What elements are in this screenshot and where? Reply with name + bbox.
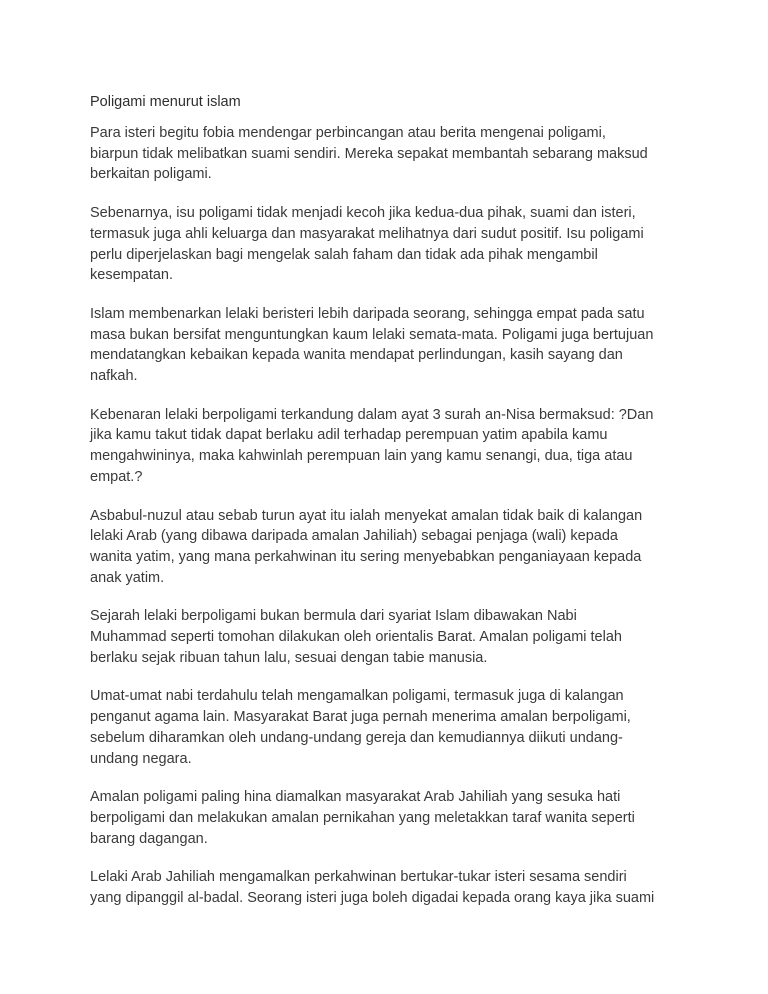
text-line: termasuk juga ahli keluarga dan masyarakat melihatnya dari sudut positif. Isu poligami bbox=[90, 225, 644, 242]
paragraph-8 bbox=[90, 787, 690, 849]
text-line: nafkah. bbox=[90, 368, 138, 385]
text-line: sebelum diharamkan oleh undang-undang gereja dan kemudiannya diikuti undang- bbox=[90, 729, 623, 746]
text-line: Lelaki Arab Jahiliah mengamalkan perkahwinan bertukar-tukar isteri sesama sendiri bbox=[90, 869, 627, 886]
text-line: berpoligami dan melakukan amalan pernikahan yang meletakkan taraf wanita seperti bbox=[90, 809, 635, 826]
text-line: Para isteri begitu fobia mendengar perbincangan atau berita mengenai poligami, bbox=[90, 125, 606, 141]
text-line: lelaki Arab (yang dibawa daripada amalan Jahiliah) sebagai penjaga (wali) kepada bbox=[90, 528, 618, 545]
text-line: anak yatim. bbox=[90, 569, 165, 586]
text-line: berkaitan poligami. bbox=[90, 166, 212, 183]
text-line: jika kamu takut tidak dapat berlaku adil terhadap perempuan yatim apabila kamu bbox=[90, 427, 608, 444]
paragraph-7 bbox=[90, 686, 690, 769]
text-line: empat.? bbox=[90, 468, 143, 485]
text-line: barang dagangan. bbox=[90, 830, 208, 847]
text-line: undang negara. bbox=[90, 750, 192, 767]
text-line: Sejarah lelaki berpoligami bukan bermula dari syariat Islam dibawakan Nabi bbox=[90, 608, 577, 625]
text-line: Amalan poligami paling hina diamalkan masyarakat Arab Jahiliah yang sesuka hati bbox=[90, 789, 621, 806]
text-line: Muhammad seperti tomohan dilakukan oleh orientalis Barat. Amalan poligami telah bbox=[90, 629, 622, 646]
text-line: kesempatan. bbox=[90, 267, 174, 284]
text-line: Islam membenarkan lelaki beristeri lebih daripada seorang, sehingga empat pada satu bbox=[90, 305, 645, 322]
paragraph-5 bbox=[90, 506, 690, 589]
text-line: Kebenaran lelaki berpoligami terkandung dalam ayat 3 surah an-Nisa bermaksud: ?Dan bbox=[90, 406, 654, 423]
text-line: berlaku sejak ribuan tahun lalu, sesuai dengan tabie manusia. bbox=[90, 649, 488, 666]
text-line: mendatangkan kebaikan kepada wanita mendapat perlindungan, kasih sayang dan bbox=[90, 347, 623, 364]
text-line: yang dipanggil al-badal. Seorang isteri juga boleh digadai kepada orang kaya jika suami bbox=[90, 890, 655, 907]
paragraph-3 bbox=[90, 304, 690, 387]
paragraph-2 bbox=[90, 203, 690, 286]
document-page bbox=[90, 92, 690, 927]
paragraph-9 bbox=[90, 867, 690, 908]
text-line: wanita yatim, yang mana perkahwinan itu sering menyebabkan penganiayaan kepada bbox=[90, 548, 642, 565]
text-line: Asbabul-nuzul atau sebab turun ayat itu ialah menyekat amalan tidak baik di kalangan bbox=[90, 507, 643, 524]
text-line: mengahwininya, maka kahwinlah perempuan lain yang kamu senangi, dua, tiga atau bbox=[90, 448, 633, 465]
text-line: biarpun tidak melibatkan suami sendiri. Mereka sepakat membantah sebarang maksud bbox=[90, 145, 648, 162]
paragraph-4 bbox=[90, 405, 690, 488]
paragraph-6 bbox=[90, 606, 690, 668]
text-line: Umat-umat nabi terdahulu telah mengamalkan poligami, termasuk juga di kalangan bbox=[90, 688, 624, 705]
text-line: perlu diperjelaskan bagi mengelak salah faham dan tidak ada pihak mengambil bbox=[90, 246, 598, 263]
text-line: Sebenarnya, isu poligami tidak menjadi kecoh jika kedua-dua pihak, suami dan isteri, bbox=[90, 205, 636, 222]
paragraph-1 bbox=[90, 123, 690, 185]
text-line: masa bukan bersifat menguntungkan kaum lelaki semata-mata. Poligami juga bertujuan bbox=[90, 326, 654, 343]
text-line: penganut agama lain. Masyarakat Barat juga pernah menerima amalan berpoligami, bbox=[90, 709, 631, 726]
document-title: Poligami menurut islam bbox=[90, 94, 241, 110]
